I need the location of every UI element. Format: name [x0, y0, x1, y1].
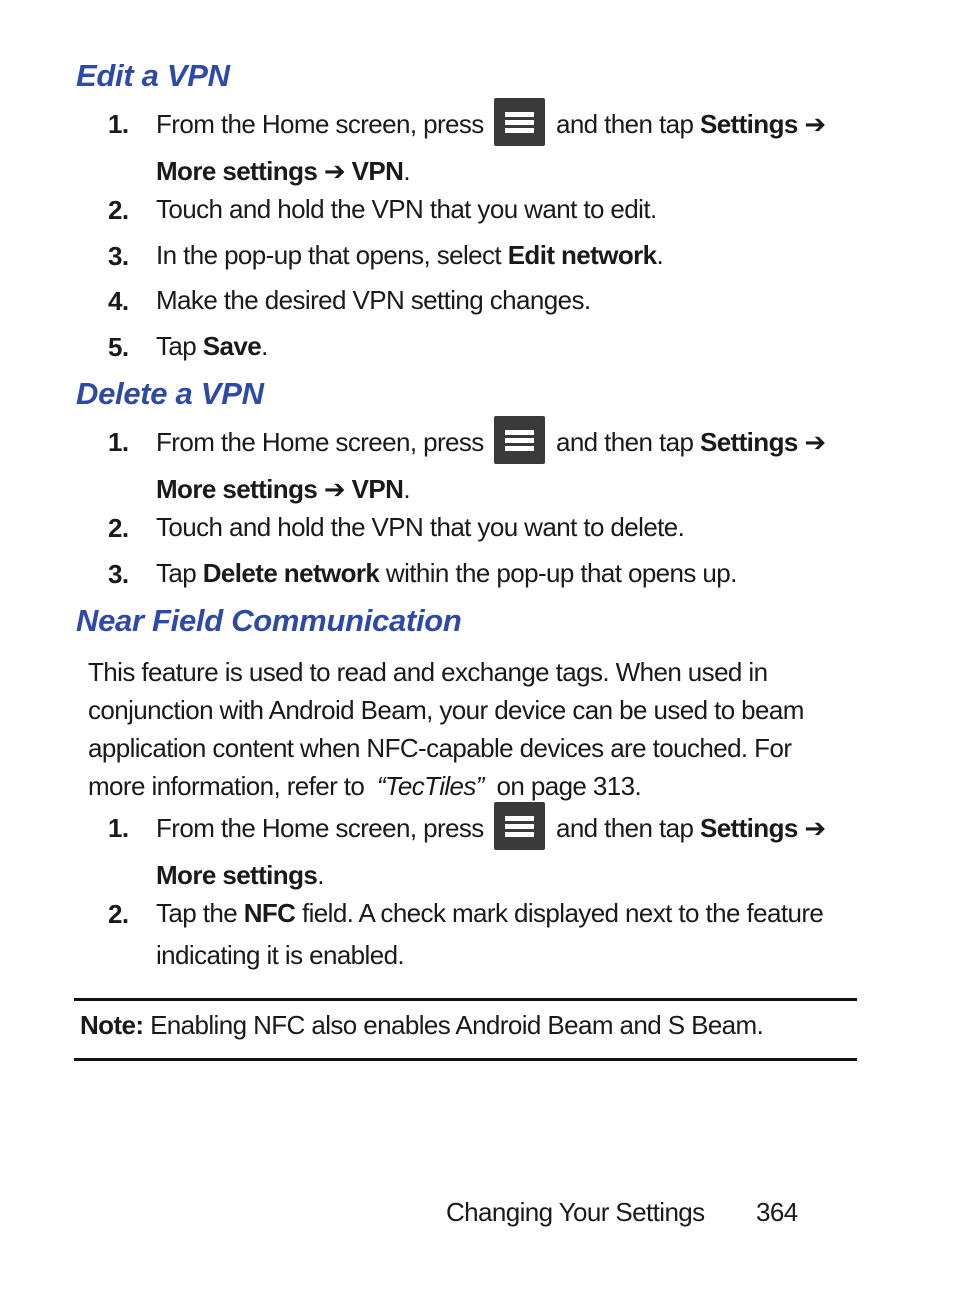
- step-text: [156, 234, 876, 276]
- step-text: [156, 188, 876, 230]
- heading-delete-vpn: Delete a VPN: [76, 376, 264, 411]
- note-top-rule: [74, 998, 857, 1001]
- bold-more-settings: More settings: [156, 860, 318, 890]
- step-number: 1.: [108, 109, 129, 139]
- footer-section-title: Changing Your Settings: [446, 1197, 705, 1227]
- step-text-post: field. A check mark displayed next to the feature: [301, 898, 824, 928]
- step-text: [156, 506, 876, 548]
- nfc-description: [88, 653, 848, 805]
- arrow-icon: ➔: [323, 474, 346, 504]
- step-text: [156, 806, 876, 896]
- bold-save: Save: [202, 331, 262, 361]
- step-text-pre: Tap the: [156, 898, 238, 928]
- step-text-post: and then tap: [555, 812, 694, 843]
- paragraph-line: This feature is used to read and exchange tags. When used in: [88, 657, 768, 687]
- step-text: [156, 102, 876, 192]
- paragraph-line: application content when NFC-capable devices are touched. For: [88, 733, 792, 763]
- note: [80, 1010, 763, 1041]
- step-text: [156, 420, 876, 510]
- step-number: 2.: [108, 195, 129, 225]
- menu-key-icon: [494, 98, 545, 146]
- menu-key-icon: [494, 416, 545, 464]
- step-text-pre: Tap: [156, 558, 197, 588]
- step-text-body: Touch and hold the VPN that you want to edit.: [156, 194, 657, 224]
- step-text-post: and then tap: [555, 426, 694, 457]
- step-number: 5.: [108, 332, 129, 362]
- step-number: 4.: [108, 286, 129, 316]
- step-text: [156, 552, 876, 594]
- step-number: 3.: [108, 559, 129, 589]
- note-text: Enabling NFC also enables Android Beam and S Beam.: [150, 1010, 764, 1040]
- step-text-body: Touch and hold the VPN that you want to delete.: [156, 512, 685, 542]
- punctuation: .: [317, 860, 324, 890]
- punctuation: .: [403, 156, 410, 186]
- punctuation: .: [656, 240, 664, 270]
- note-bottom-rule: [74, 1058, 857, 1061]
- edit-step-1: [108, 102, 868, 186]
- step-number: 1.: [108, 813, 129, 843]
- step-text-post: and then tap: [555, 108, 694, 139]
- bold-edit-network: Edit network: [507, 240, 657, 270]
- bold-delete-network: Delete network: [202, 558, 380, 588]
- bold-settings: Settings: [699, 108, 798, 139]
- step-text-pre: From the Home screen, press: [156, 812, 484, 843]
- arrow-icon: ➔: [804, 426, 826, 457]
- heading-edit-vpn: Edit a VPN: [76, 58, 230, 93]
- step-number: 1.: [108, 427, 129, 457]
- nfc-step-1: [108, 806, 868, 890]
- step-text: [156, 892, 876, 976]
- bold-settings: Settings: [699, 426, 798, 457]
- punctuation: .: [403, 474, 410, 504]
- step-text-body: Make the desired VPN setting changes.: [156, 285, 591, 315]
- paragraph-line: on page 313.: [496, 771, 642, 801]
- arrow-icon: ➔: [804, 812, 826, 843]
- bold-more-settings: More settings: [156, 156, 318, 186]
- step-text-line2: indicating it is enabled.: [156, 940, 405, 970]
- step-text-pre: Tap: [156, 331, 197, 361]
- footer-page-number: 364: [756, 1197, 798, 1227]
- step-text: [156, 325, 876, 367]
- heading-nfc: Near Field Communication: [76, 603, 462, 638]
- bold-settings: Settings: [699, 812, 798, 843]
- step-number: 2.: [108, 513, 129, 543]
- step-text-post: within the pop-up that opens up.: [385, 558, 737, 588]
- paragraph-line: conjunction with Android Beam, your device can be used to beam: [88, 695, 804, 725]
- paragraph-line: more information, refer to: [88, 771, 365, 801]
- step-number: 3.: [108, 241, 129, 271]
- bold-vpn: VPN: [351, 156, 404, 186]
- step-text-pre: In the pop-up that opens, select: [156, 240, 502, 270]
- step-text-pre: From the Home screen, press: [156, 426, 484, 457]
- bold-vpn: VPN: [351, 474, 404, 504]
- step-number: 2.: [108, 899, 129, 929]
- note-label: Note:: [80, 1010, 144, 1040]
- menu-key-icon: [494, 802, 545, 850]
- step-text: [156, 279, 876, 321]
- bold-more-settings: More settings: [156, 474, 318, 504]
- bold-nfc: NFC: [243, 898, 296, 928]
- cross-reference: “TecTiles”: [376, 771, 484, 801]
- punctuation: .: [261, 331, 268, 361]
- nfc-step-2: [108, 892, 868, 976]
- arrow-icon: ➔: [323, 156, 346, 186]
- arrow-icon: ➔: [804, 108, 826, 139]
- delete-step-1: [108, 420, 868, 504]
- step-text-pre: From the Home screen, press: [156, 108, 484, 139]
